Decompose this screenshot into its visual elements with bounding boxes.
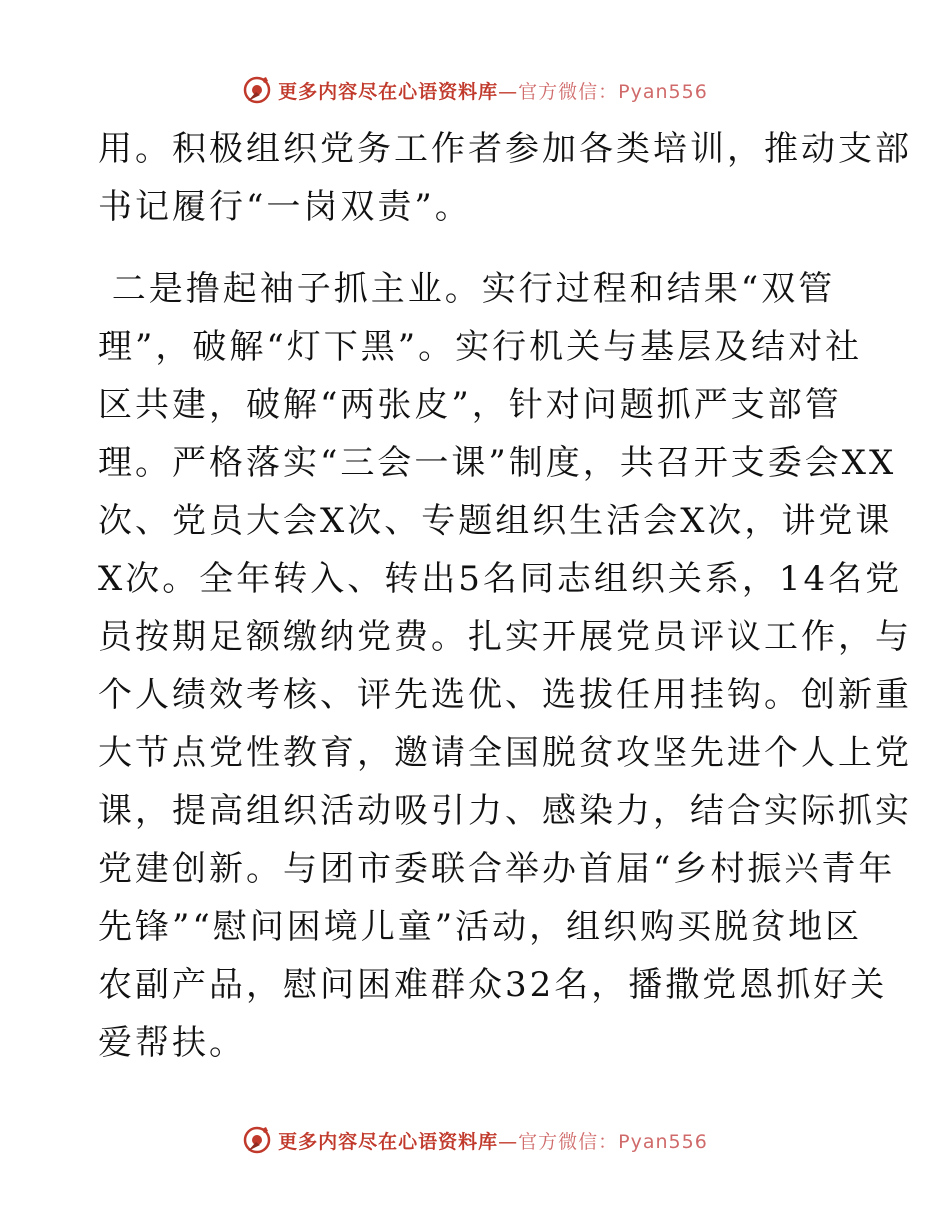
text-line: 次、党员大会X次、专题组织生活会X次，讲党课 <box>98 501 893 541</box>
text-line: 课，提高组织活动吸引力、感染力，结合实际抓实 <box>98 791 912 831</box>
document-body <box>98 120 912 1072</box>
footer-separator: — <box>498 1130 519 1153</box>
footer-brand: 更多内容尽在心语资料库 <box>278 1130 499 1153</box>
header-brand: 更多内容尽在心语资料库 <box>278 80 499 103</box>
header-wechat: 官方微信：Pyan556 <box>518 80 708 103</box>
text-line: 爱帮扶。 <box>98 1023 246 1063</box>
header-separator: — <box>498 80 519 103</box>
text-line: 员按期足额缴纳党费。扎实开展党员评议工作，与 <box>98 617 912 657</box>
text-line: 二是撸起袖子抓主业。实行过程和结果“双管 <box>98 269 836 309</box>
pen-logo-icon <box>242 75 272 105</box>
text-line: 理。严格落实“三会一课”制度，共召开支委会XX <box>98 443 897 483</box>
text-line: 个人绩效考核、评先选优、选拔任用挂钩。创新重 <box>98 675 912 715</box>
pen-logo-icon <box>242 1125 272 1155</box>
paragraph-2 <box>98 260 912 1072</box>
text-line: 区共建，破解“两张皮”，针对问题抓严支部管 <box>98 385 842 425</box>
text-line: X次。全年转入、转出5名同志组织关系，14名党 <box>98 559 903 599</box>
header-banner-text <box>278 77 708 104</box>
footer-banner-text <box>278 1127 708 1154</box>
text-line: 先锋”“慰问困境儿童”活动，组织购买脱贫地区 <box>98 907 863 947</box>
header-banner <box>0 70 950 110</box>
text-line: 理”，破解“灯下黑”。实行机关与基层及结对社 <box>98 327 863 367</box>
footer-wechat: 官方微信：Pyan556 <box>518 1130 708 1153</box>
text-line: 农副产品，慰问困难群众32名，播撒党恩抓好关 <box>98 965 888 1005</box>
text-line: 书记履行“一岗双责”。 <box>98 187 472 227</box>
text-line: 大节点党性教育，邀请全国脱贫攻坚先进个人上党 <box>98 733 912 773</box>
text-line: 用。积极组织党务工作者参加各类培训，推动支部 <box>98 129 912 169</box>
paragraph-1 <box>98 120 912 236</box>
text-line: 党建创新。与团市委联合举办首届“乡村振兴青年 <box>98 849 896 889</box>
footer-banner <box>0 1120 950 1160</box>
